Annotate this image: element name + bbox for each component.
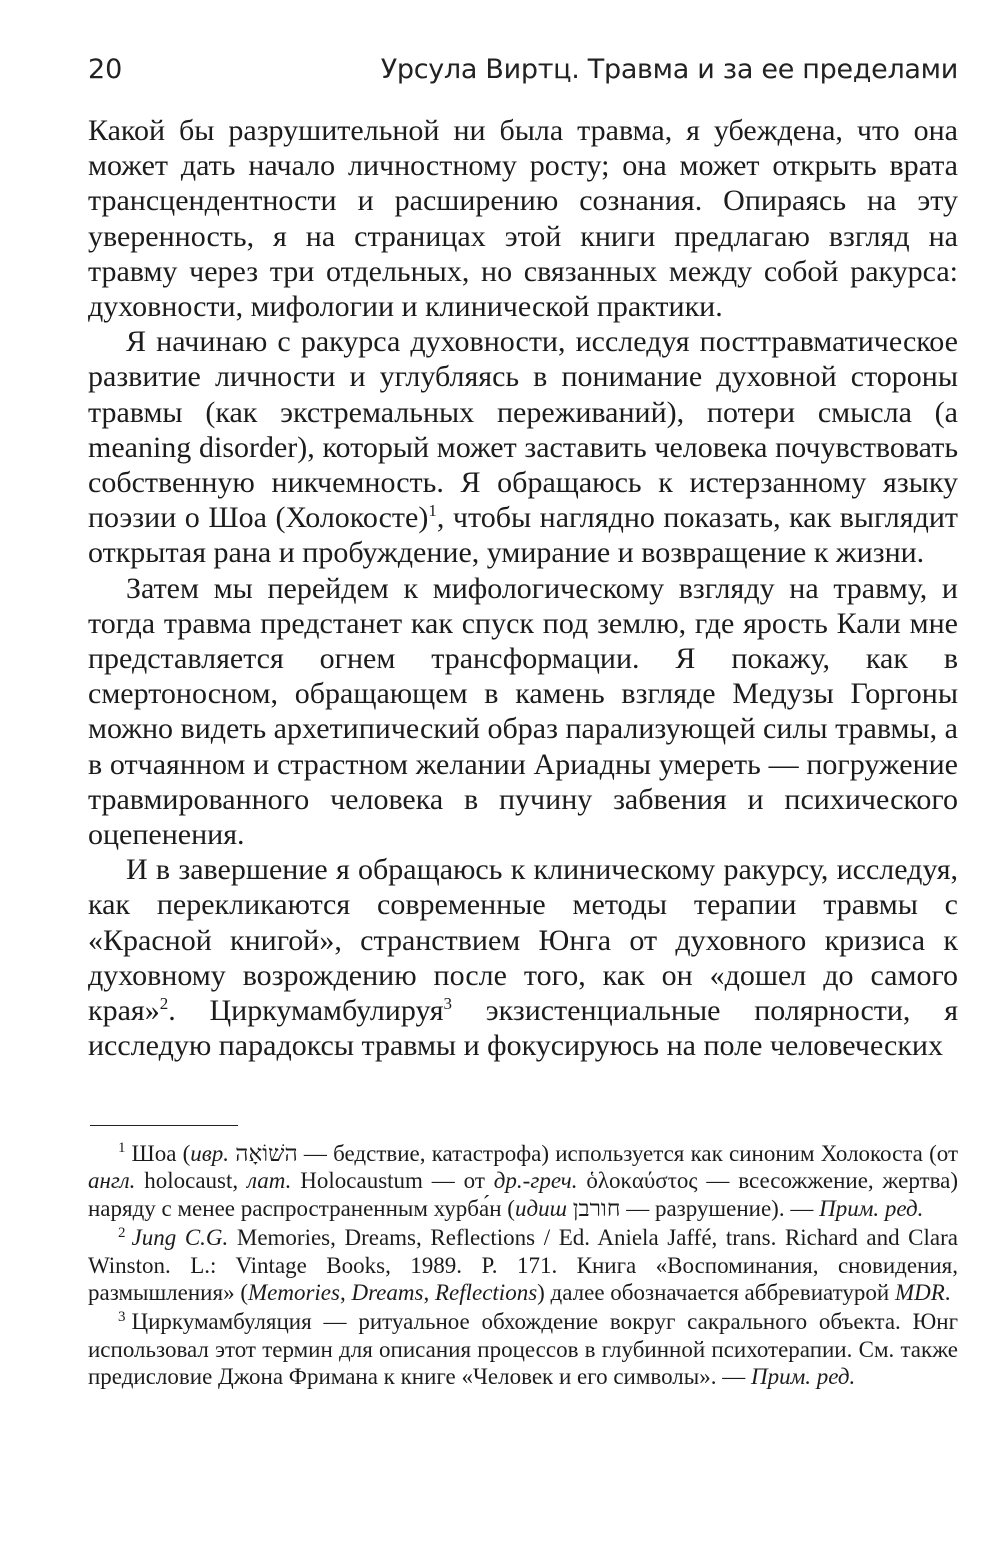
footnote: $^3$ Циркумамбуляция — ритуальное обхождение вокруг сакрального объекта. Юнг использовал этот термин для описания процессов в глубинной психотерапии. См. также предисловие Джона Фримана к книге «Человек и его символы». — Прим. ред. <box>88 1308 958 1390</box>
footnote: $^2$ Jung C.G. Memories, Dreams, Reflections / Ed. Aniela Jaffé, trans. Richard and Clara Winston. L.: Vintage Books, 1989. P. 171. Книга «Воспоминания, сновидения, размышления» (Memories, Dreams, Reflections) далее обозначается аббревиатурой MDR. <box>88 1224 958 1306</box>
footnote: $^1$ Шоа (ивр. השׁוֹאָה — бедствие, катастрофа) используется как синоним Холокоста (от англ. holocaust, лат. Holocaustum — от др.-греч. ὁλοκαύστος — всесожжение, жертва) наряду с менее распространенным хурба́н (идиш חורבן — разрушение). — Прим. ред. <box>88 1140 959 1221</box>
paragraph: Я начинаю с ракурса духовности, исследуя посттравматическое развитие личности и углубляясь в понимание духовной стороны травмы (как экстремальных переживаний), потери смысла (a meaning disorder), который может заставить человека почувствовать собственную никчемность. Я обращаюсь к истерзанному языку поэзии о Шоа (Холокосте)$^1$, чтобы наглядно показать, как выглядит открытая рана и пробуждение, умирание и возвращение к жизни. <box>88 325 958 570</box>
footnote-separator <box>90 1125 238 1126</box>
footnote-number: 3 <box>118 1308 126 1325</box>
main-text <box>88 113 958 1063</box>
paragraph: Какой бы разрушительной ни была травма, я убеждена, что она может дать начало личностному росту; она может открыть врата трансцендентности и расширению сознания. Опираясь на эту уверенность, я на страницах этой книги предлагаю взгляд на травму через три отдельных, но связанных между собой ракурса: духовности, мифологии и клинической практики. <box>88 114 958 324</box>
footnotes <box>88 1140 958 1393</box>
running-head <box>88 50 958 90</box>
running-title: Урсула Виртц. Травма и за ее пределами <box>380 54 958 85</box>
footnote-ref[interactable]: 3 <box>443 994 453 1014</box>
footnote-number: 2 <box>118 1224 126 1241</box>
paragraph: Затем мы перейдем к мифологическому взгляду на травму, и тогда травма предстанет как спуск под землю, где ярость Кали мне представляется огнем трансформации. Я покажу, как в смертоносном, обращающем в камень взгляде Медузы Горгоны можно видеть архетипический образ парализующей силы травмы, а в отчаянном и страстном желании Ариадны умереть — погружение травмированного человека в пучину забвения и психического оцепенения. <box>88 571 958 852</box>
page-number: 20 <box>88 54 123 85</box>
footnote-ref[interactable]: 2 <box>159 994 169 1014</box>
paragraph: И в завершение я обращаюсь к клиническому ракурсу, исследуя, как перекликаются современные методы терапии травмы с «Красной книгой», странствием Юнга от духовного кризиса к духовному возрождению после того, как он «дошел до самого края»$^2$. Циркумамбулируя$^3$ экзистенциальные полярности, я исследую парадоксы травмы и фокусируюсь на поле человеческих <box>88 853 958 1063</box>
footnote-ref[interactable]: 1 <box>428 501 437 521</box>
footnote-number: 1 <box>118 1140 126 1157</box>
